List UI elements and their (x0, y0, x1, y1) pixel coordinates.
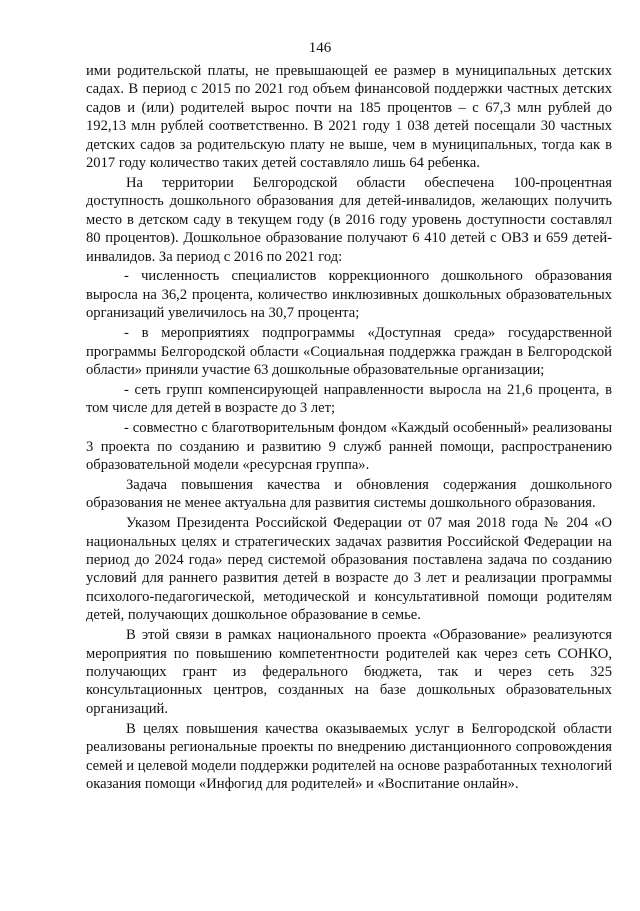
paragraph-presidential-decree: Указом Президента Российской Федерации от 07 мая 2018 года № 204 «О национальных целях и стратегических задачах развития Российской Федерации на период до 2024 года» перед системой образования поставлена задача по созданию условий для раннего развития детей в возрасте до 3 лет и реализации программы психолого-педагогической, методической и консультативной помощи родителям детей, получающих дошкольное образование в семье. (86, 515, 612, 624)
paragraph-quality-task: Задача повышения качества и обновления содержания дошкольного образования не менее актуальна для развития системы дошкольного образования. (86, 476, 612, 512)
document-body (86, 62, 612, 795)
list-item-compensating-groups: - сеть групп компенсирующей направленности выросла на 21,6 процента, в том числе для детей в возрасте до 3 лет; (86, 381, 612, 417)
paragraph-regional-projects: В целях повышения качества оказываемых услуг в Белгородской области реализованы региональные проекты по внедрению дистанционного сопровождения семей и целевой модели поддержки родителей на основе разработанных технологий оказания помощи «Инфогид для родителей» и «Воспитание онлайн». (86, 720, 612, 792)
list-item-accessible-environment: - в мероприятиях подпрограммы «Доступная среда» государственной программы Белгородской области «Социальная поддержка граждан в Белгородской области» приняли участие 63 дошкольные образовательные организации; (86, 325, 612, 378)
list-item-charity-fund: - совместно с благотворительным фондом «Каждый особенный» реализованы 3 проекта по созданию и развитию 9 служб ранней помощи, распространению образовательной модели «ресурсная группа». (86, 420, 612, 474)
paragraph-continuation: ими родительской платы, не превышающей ее размер в муниципальных детских садах. В период с 2015 по 2021 год объем финансовой поддержки частных детских садов и (или) родителей вырос почти на 185 процентов – с 67,3 млн рублей до 192,13 млн рублей соответственно. В 2021 году 1 038 детей посещали 30 частных детских садов за родительскую плату не выше, чем в муниципальных, тогда как в 2017 году количество таких детей составляло лишь 64 ребенка. (86, 63, 612, 172)
page-number: 146 (308, 40, 332, 56)
paragraph-national-project: В этой связи в рамках национального проекта «Образование» реализуются мероприятия по повышению компетентности родителей как через сеть СОНКО, получающих грант из федерального бюджета, так и через сеть 325 консультационных центров, созданных на базе дошкольных образовательных организаций. (86, 627, 612, 717)
list-item-specialists: - численность специалистов коррекционного дошкольного образования выросла на 36,2 процента, количество инклюзивных дошкольных образовательных организаций увеличилось на 30,7 процента; (86, 268, 612, 322)
paragraph-disabled-children-access: На территории Белгородской области обеспечена 100-процентная доступность дошкольного образования для детей-инвалидов, желающих получить место в детском саду в текущем году (в 2016 году уровень доступности составлял 80 процентов). Дошкольное образование получают 6 410 детей с ОВЗ и 659 детей-инвалидов. За период с 2016 по 2021 год: (86, 174, 612, 265)
